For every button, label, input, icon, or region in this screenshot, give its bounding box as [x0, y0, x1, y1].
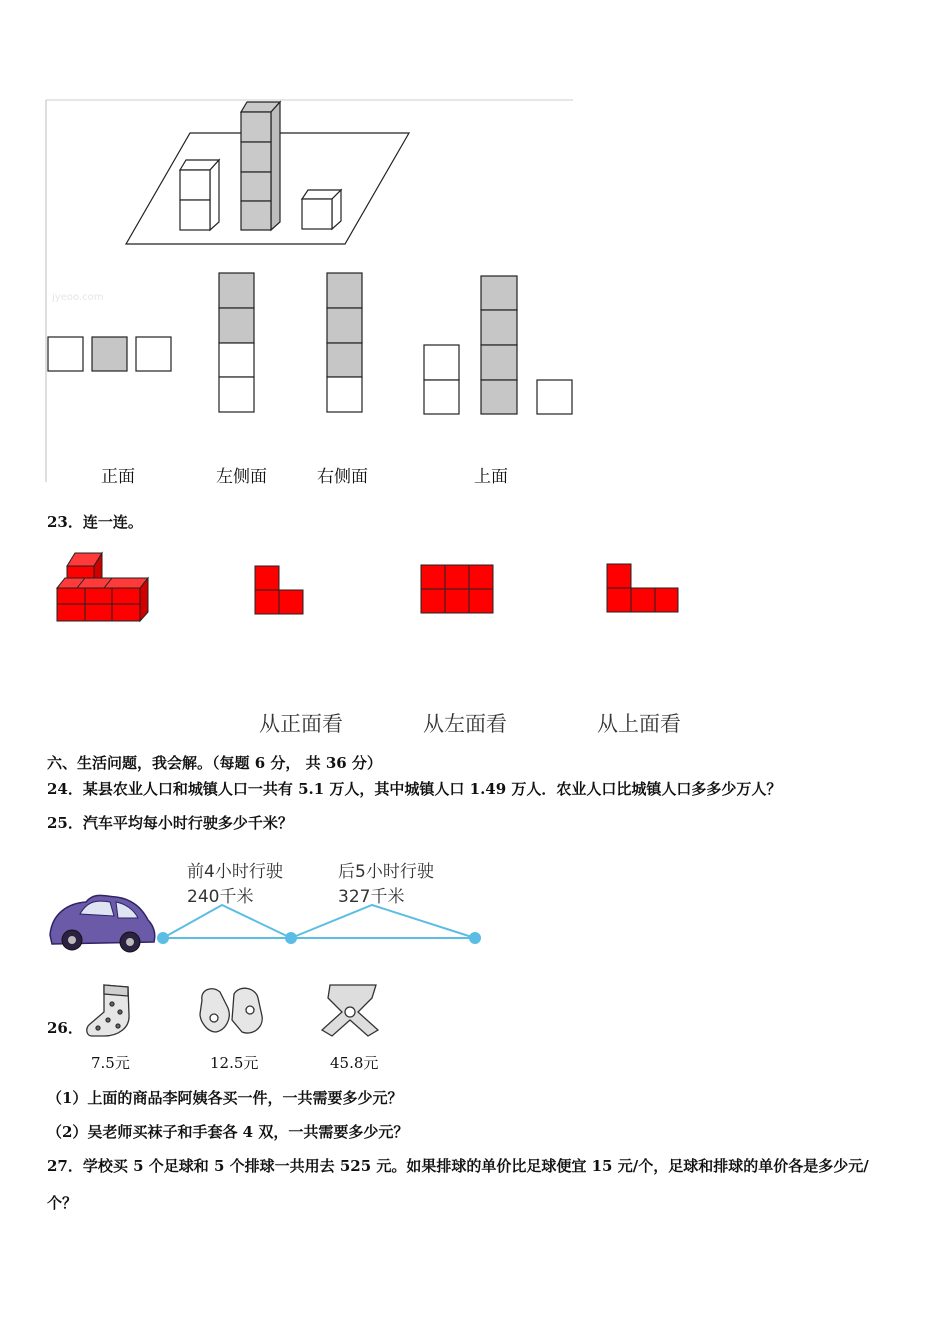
- view-label-from-front: 从正面看: [259, 712, 343, 736]
- view-label-left: 左侧面: [216, 467, 267, 487]
- q26-sub2: （2）吴老师买袜子和手套各 4 双，一共需要多少元？: [47, 1123, 409, 1141]
- segment2-label-line1: 后5小时行驶: [338, 862, 434, 882]
- q24-text: 24．某县农业人口和城镇人口一共有 5.1 万人，其中城镇人口 1.49 万人．农业人口比城镇人口多多少万人？: [47, 780, 782, 798]
- q26-sub1: （1）上面的商品李阿姨各买一件，一共需要多少元？: [47, 1089, 403, 1107]
- scarf-icon: [322, 985, 378, 1036]
- item-price-sock: 7.5元: [91, 1054, 130, 1072]
- segment1-label-line1: 前4小时行驶: [187, 862, 283, 882]
- q25-text: 25．汽车平均每小时行驶多少千米？: [47, 814, 293, 832]
- watermark: jyeoo.com: [52, 292, 104, 303]
- view-label-right: 右侧面: [317, 467, 368, 487]
- item-price-mitten: 12.5元: [210, 1054, 259, 1072]
- section-heading: 六、生活问题，我会解。（每题 6 分， 共 36 分）: [47, 754, 382, 772]
- mitten-icon: [200, 988, 262, 1033]
- q26-number: 26．: [47, 1019, 83, 1037]
- item-price-scarf: 45.8元: [330, 1054, 379, 1072]
- view-label-top: 上面: [474, 467, 508, 487]
- q27-line1: 27．学校买 5 个足球和 5 个排球一共用去 525 元。如果排球的单价比足球便宜 15 元/个，足球和排球的单价各是多少元/: [47, 1157, 869, 1175]
- segment2-label-line2: 327千米: [338, 887, 405, 907]
- q23-title: 23．连一连。: [47, 513, 143, 531]
- view-label-front: 正面: [101, 467, 135, 487]
- segment1-label-line2: 240千米: [187, 887, 254, 907]
- view-label-from-top: 从上面看: [597, 712, 681, 736]
- sock-icon: [87, 985, 129, 1036]
- q27-line2: 个？: [47, 1194, 78, 1212]
- view-label-from-left: 从左面看: [423, 712, 507, 736]
